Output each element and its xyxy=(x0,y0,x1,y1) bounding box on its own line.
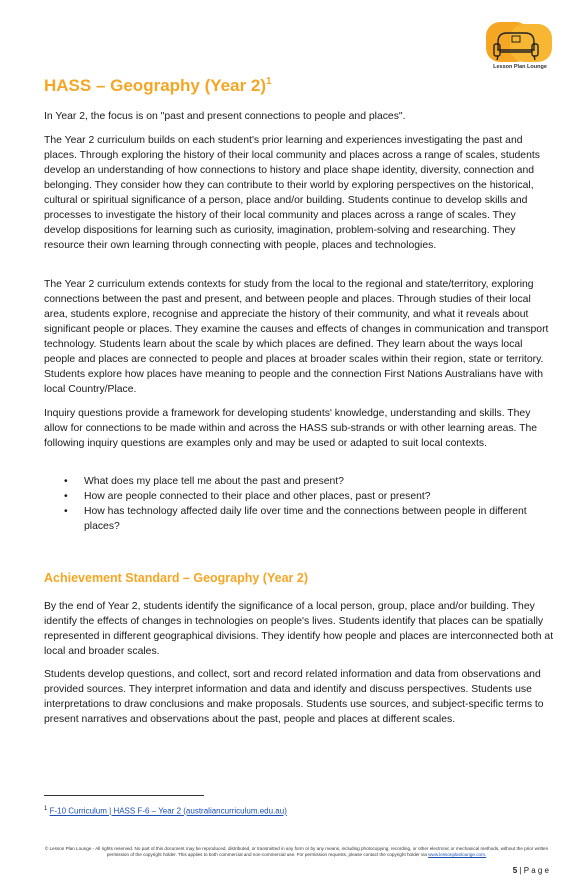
curriculum-paragraph-3: Inquiry questions provide a framework for developing students' knowledge, understanding and skills. They allow for connections to be made within and across the HASS sub-strands or with other learning areas. The following inquiry questions are examples only and may be used or adapted to suit local contexts. xyxy=(44,408,538,449)
page-number-separator: | xyxy=(517,866,524,875)
bullet-icon: • xyxy=(64,491,68,502)
curriculum-paragraph-1: The Year 2 curriculum builds on each student's prior learning and experiences investigating the past and places. Through exploring the history of their local community and places across a range of scales, students develop an understanding of how connections to history and place shape identity, diversity, connection and belonging. They consider how they can contribute to their world by exploring perspectives on the historical, cultural or spiritual significance of a person, place and/or building. Students continue to develop skills and processes to investigate the history of their local community and places across a range of scales. They develop dispositions for learning such as curiosity, imagination, problem-solving and researching. They resource their own learning through connecting with people, places and technologies. xyxy=(44,135,540,251)
inquiry-questions-list xyxy=(44,474,554,534)
curriculum-paragraph-2: The Year 2 curriculum extends contexts for study from the local to the regional and state/territory, exploring connections between the past and present, and between people and places. Through studies of their local area, students explore, recognise and appreciate the history of their community, and what it reveals about significant people or places. They examine the causes and effects of changes in communication and transport technology. Students learn about the scale by which places are defined. They learn about the ways local people and places are connected to people and places at broader scales within their region, state or territory. Students explore how places have meaning to people and the connection First Nations Australians have with local Country/Place. xyxy=(44,279,549,395)
achievement-paragraph-2: Students develop questions, and collect, sort and record related information and data from observations and provided sources. They interpret information and data and identify and discuss perspectives. Students use interpretations to draw conclusions and make proposals. Students use sources, and subject-specific terms to present narratives and observations about the past, people and places at different scales. xyxy=(44,669,544,725)
footnote-number: 1 xyxy=(44,806,48,812)
bullet-icon: • xyxy=(64,476,68,487)
page-number xyxy=(513,866,549,875)
copyright-link[interactable]: www.lessonplanlounge.com. xyxy=(428,852,487,858)
footnote-divider xyxy=(44,795,204,796)
inquiry-question: How are people connected to their place and other places, past or present? xyxy=(84,491,431,502)
page-title-text: HASS – Geography (Year 2) xyxy=(44,76,267,95)
page-number-value: 5 xyxy=(512,866,518,875)
list-item xyxy=(44,489,554,504)
inquiry-question: How has technology affected daily life over time and the connections between people in different places? xyxy=(84,506,527,532)
inquiry-question: What does my place tell me about the past and present? xyxy=(84,476,344,487)
footnote-link[interactable]: F-10 Curriculum | HASS F-6 – Year 2 (australiancurriculum.edu.au) xyxy=(49,806,287,816)
achievement-paragraph-1: By the end of Year 2, students identify the significance of a local person, group, place and/or building. They identify the effects of changes in technologies on people's lives. Students identify that places can be spatially represented in different geographical divisions. They identify how people and places are interconnected both at local and broader scales. xyxy=(44,601,554,657)
achievement-heading: Achievement Standard – Geography (Year 2) xyxy=(44,571,308,585)
title-footnote-ref[interactable]: 1 xyxy=(266,76,272,87)
intro-paragraph: In Year 2, the focus is on "past and present connections to people and places". xyxy=(44,111,406,122)
logo-caption: Lesson Plan Lounge xyxy=(493,64,547,70)
copyright-notice xyxy=(44,846,549,859)
copyright-text: © Lesson Plan Lounge - All rights reserved. No part of this document may be reproduced, distributed, or transmitted in any form or by any means, including photocopying, recording, or other electronic or mechanical methods, without the prior written permission of the copyright holder. This applies to both commercial and non-commercial use. For permission requests, please contact the copyright holder via xyxy=(44,846,549,858)
page-title xyxy=(44,76,272,96)
page-number-label: P a g e xyxy=(523,866,549,875)
list-item xyxy=(44,504,554,534)
bullet-icon: • xyxy=(64,506,68,517)
list-item xyxy=(44,474,554,489)
footnote xyxy=(44,806,287,816)
